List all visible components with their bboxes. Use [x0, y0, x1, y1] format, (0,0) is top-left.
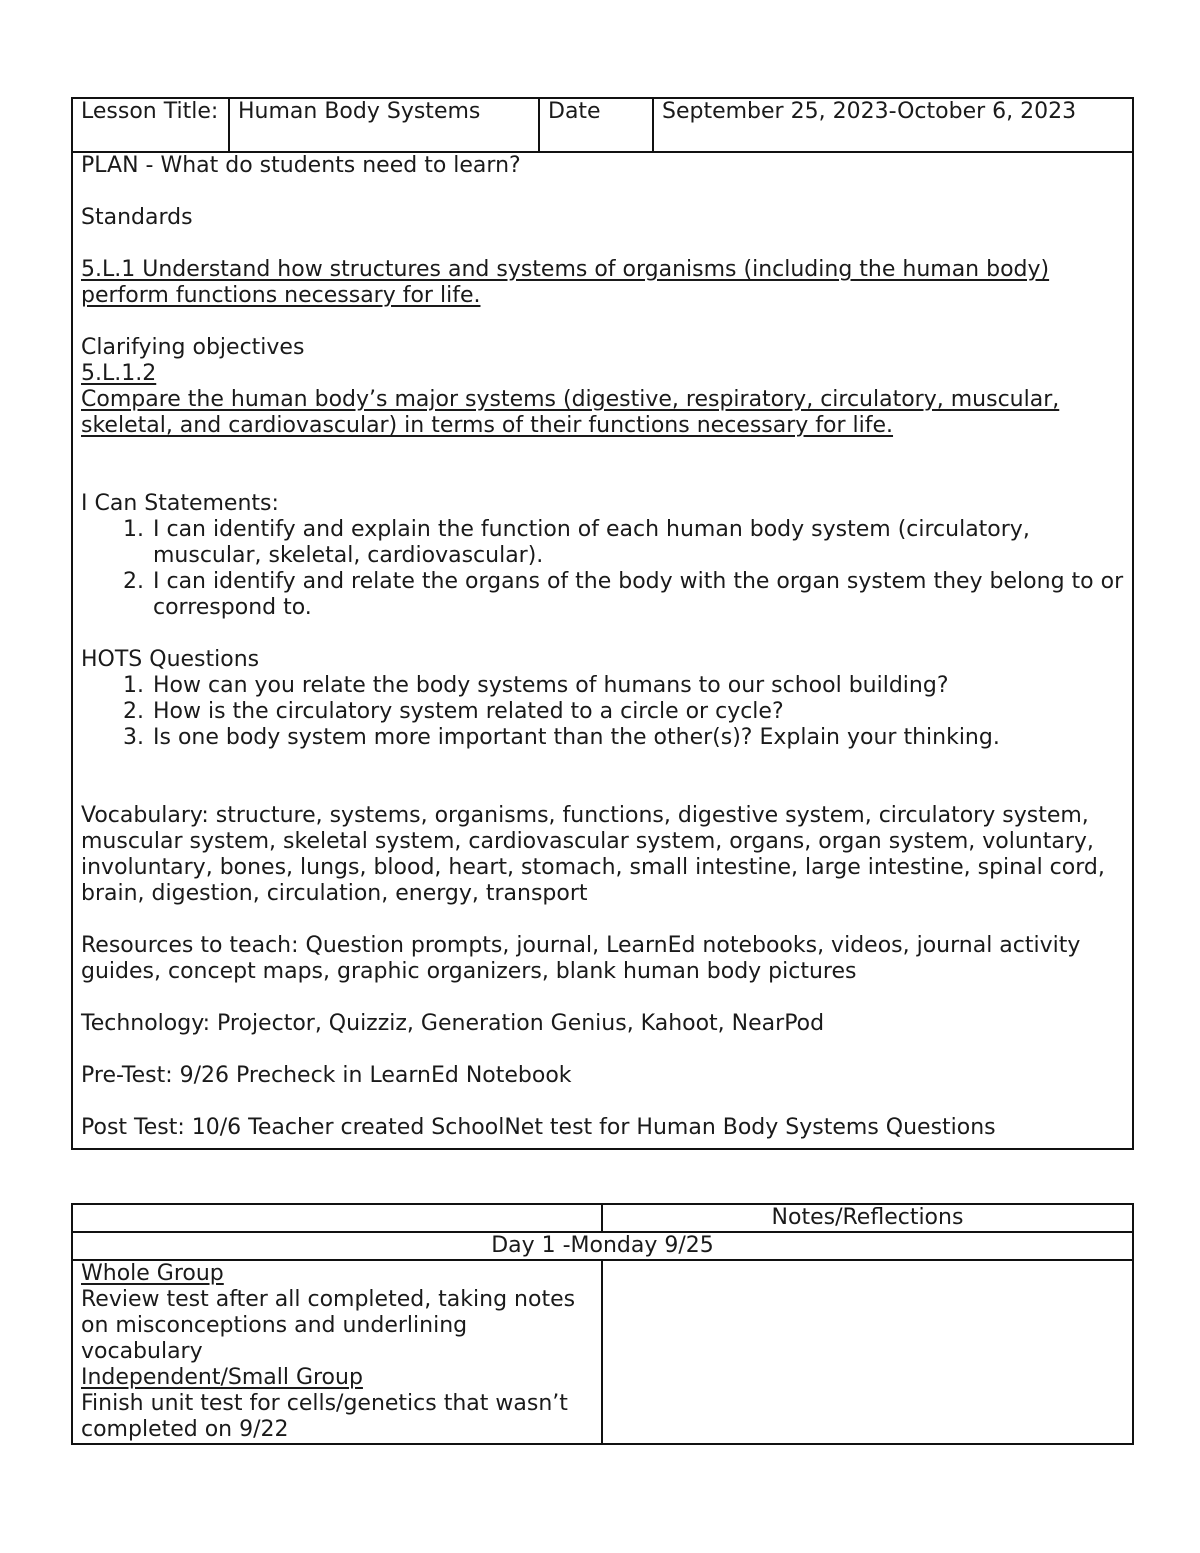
resources-label: Resources to teach:: [81, 933, 299, 958]
lesson-title-label: Lesson Title:: [72, 98, 229, 152]
posttest-paragraph: [81, 1115, 1124, 1141]
date-label: Date: [539, 98, 653, 152]
technology-text: Projector, Quizziz, Generation Genius, Kahoot, NearPod: [217, 1011, 825, 1036]
pretest-paragraph: [81, 1063, 1124, 1089]
date-value: September 25, 2023-October 6, 2023: [653, 98, 1133, 152]
clarifying-objectives-label: Clarifying objectives: [81, 335, 305, 360]
posttest-text: 10/6 Teacher created SchoolNet test for Human Body Systems Questions: [191, 1115, 996, 1140]
whole-group-label: Whole Group: [81, 1261, 224, 1286]
hots-item: 3. Is one body system more important than the other(s)? Explain your thinking.: [151, 725, 1124, 751]
i-can-item: 1. I can identify and explain the function of each human body system (circulatory, muscular, skeletal, cardiovascular).: [151, 517, 1124, 569]
small-group-text: Finish unit test for cells/genetics that wasn’t completed on 9/22: [81, 1391, 568, 1442]
hots-item: 2. How is the circulatory system related to a circle or cycle?: [151, 699, 1124, 725]
resources-text: Question prompts, journal, LearnEd notebooks, videos, journal activity guides, concept maps, graphic organizers, blank human body pictures: [81, 933, 1081, 984]
whole-group-text: Review test after all completed, taking notes on misconceptions and underlining vocabulary: [81, 1287, 576, 1364]
activities-cell: [72, 1260, 602, 1444]
standard-text: 5.L.1 Understand how structures and systems of organisms (including the human body) perform functions necessary for life.: [81, 257, 1050, 308]
lesson-plan-table: [71, 97, 1134, 1150]
hots-item: 1. How can you relate the body systems of humans to our school building?: [151, 673, 1124, 699]
daily-schedule-table: [71, 1203, 1134, 1445]
pretest-text: 9/26 Precheck in LearnEd Notebook: [179, 1063, 572, 1088]
day-activities-row: [72, 1260, 1133, 1444]
technology-label: Technology:: [81, 1011, 211, 1036]
notes-reflections-header: Notes/Reflections: [602, 1204, 1133, 1232]
i-can-list: [81, 517, 1124, 621]
lesson-title-value: Human Body Systems: [229, 98, 539, 152]
hots-list: [81, 673, 1124, 751]
vocabulary-label: Vocabulary:: [81, 803, 209, 828]
lesson-header-row: [72, 98, 1133, 152]
i-can-item: 2. I can identify and relate the organs of the body with the organ system they belong to or correspond to.: [151, 569, 1124, 621]
notes-cell[interactable]: [602, 1260, 1133, 1444]
hots-label: HOTS Questions: [81, 647, 260, 672]
vocabulary-paragraph: [81, 803, 1124, 907]
small-group-label: Independent/Small Group: [81, 1365, 363, 1390]
day-label: Day 1 -Monday 9/25: [72, 1232, 1133, 1260]
technology-paragraph: [81, 1011, 1124, 1037]
i-can-label: I Can Statements:: [81, 491, 279, 516]
objective-text: Compare the human body’s major systems (digestive, respiratory, circulatory, muscular, skeletal, and cardiovascular) in terms of their functions necessary for life.: [81, 387, 1060, 438]
schedule-header-empty: [72, 1204, 602, 1232]
posttest-label: Post Test:: [81, 1115, 185, 1140]
vocabulary-text: structure, systems, organisms, functions, digestive system, circulatory system, muscular system, skeletal system, cardiovascular system, organs, organ system, voluntary, involuntary, bones, lungs, blood, heart, stomach, small intestine, large intestine, spinal cord, brain, digestion, circulation, energy, transport: [81, 803, 1105, 906]
objective-code: 5.L.1.2: [81, 361, 157, 386]
day-row: [72, 1232, 1133, 1260]
resources-paragraph: [81, 933, 1124, 985]
plan-row: [72, 152, 1133, 1149]
plan-heading: PLAN - What do students need to learn?: [81, 153, 521, 178]
schedule-header-row: [72, 1204, 1133, 1232]
pretest-label: Pre-Test:: [81, 1063, 173, 1088]
plan-cell: [72, 152, 1133, 1149]
standards-label: Standards: [81, 205, 193, 230]
